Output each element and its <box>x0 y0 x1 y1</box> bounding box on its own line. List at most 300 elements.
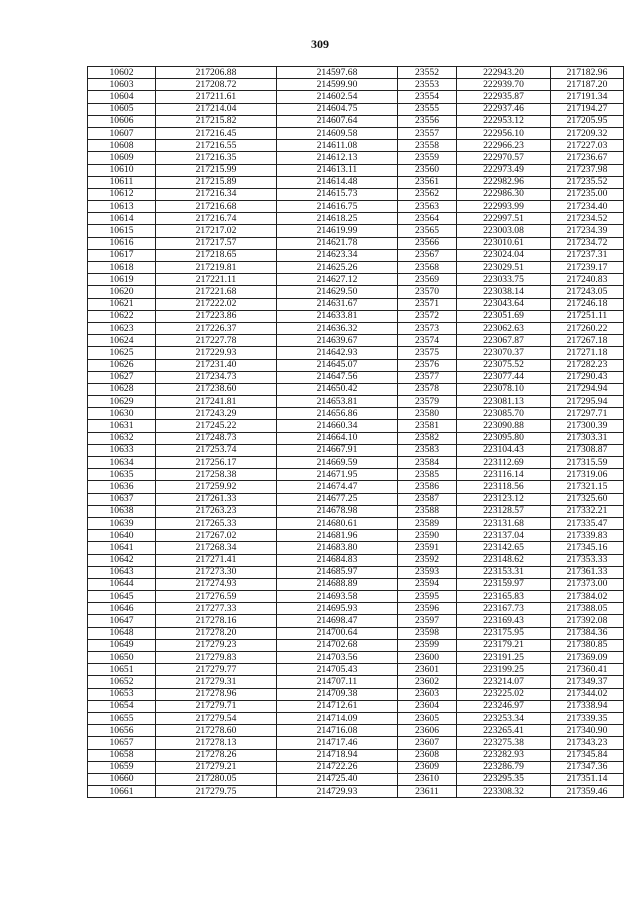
cell-x-coord-a: 217253.74 <box>156 444 277 456</box>
table-row <box>88 213 624 225</box>
cell-point-id-b: 23559 <box>398 152 457 164</box>
cell-y-coord-a: 214609.58 <box>277 127 398 139</box>
cell-point-id-a: 10654 <box>88 700 156 712</box>
cell-x-coord-a: 217278.13 <box>156 737 277 749</box>
cell-x-coord-a: 217278.96 <box>156 688 277 700</box>
table-row <box>88 444 624 456</box>
cell-point-id-b: 23593 <box>398 566 457 578</box>
cell-point-id-a: 10648 <box>88 627 156 639</box>
table-row <box>88 176 624 188</box>
cell-y-coord-b: 217380.85 <box>551 639 624 651</box>
cell-x-coord-b: 223075.52 <box>457 359 551 371</box>
table-row <box>88 201 624 213</box>
cell-y-coord-a: 214671.95 <box>277 469 398 481</box>
cell-y-coord-b: 217339.83 <box>551 530 624 542</box>
cell-point-id-b: 23586 <box>398 481 457 493</box>
cell-x-coord-a: 217279.31 <box>156 676 277 688</box>
cell-y-coord-b: 217239.17 <box>551 262 624 274</box>
cell-x-coord-a: 217243.29 <box>156 408 277 420</box>
cell-y-coord-a: 214714.09 <box>277 712 398 724</box>
cell-x-coord-a: 217216.34 <box>156 188 277 200</box>
cell-point-id-a: 10620 <box>88 286 156 298</box>
cell-point-id-b: 23574 <box>398 335 457 347</box>
cell-y-coord-a: 214621.78 <box>277 237 398 249</box>
cell-point-id-a: 10602 <box>88 67 156 79</box>
cell-x-coord-a: 217216.55 <box>156 140 277 152</box>
cell-y-coord-b: 217300.39 <box>551 420 624 432</box>
cell-point-id-b: 23583 <box>398 444 457 456</box>
cell-x-coord-b: 223104.43 <box>457 444 551 456</box>
cell-point-id-b: 23555 <box>398 103 457 115</box>
cell-x-coord-b: 223153.31 <box>457 566 551 578</box>
table-row <box>88 517 624 529</box>
cell-point-id-a: 10621 <box>88 298 156 310</box>
cell-point-id-a: 10618 <box>88 262 156 274</box>
cell-x-coord-a: 217279.21 <box>156 761 277 773</box>
cell-x-coord-a: 217218.65 <box>156 249 277 261</box>
cell-y-coord-b: 217315.59 <box>551 457 624 469</box>
cell-point-id-b: 23596 <box>398 603 457 615</box>
cell-x-coord-a: 217216.35 <box>156 152 277 164</box>
cell-point-id-b: 23594 <box>398 578 457 590</box>
cell-x-coord-a: 217278.60 <box>156 725 277 737</box>
cell-x-coord-b: 223070.37 <box>457 347 551 359</box>
cell-point-id-a: 10605 <box>88 103 156 115</box>
cell-point-id-b: 23611 <box>398 786 457 798</box>
cell-y-coord-b: 217339.35 <box>551 712 624 724</box>
table-row <box>88 578 624 590</box>
cell-x-coord-b: 222993.99 <box>457 201 551 213</box>
table-row <box>88 688 624 700</box>
cell-x-coord-a: 217221.11 <box>156 274 277 286</box>
cell-y-coord-a: 214667.91 <box>277 444 398 456</box>
cell-y-coord-b: 217290.43 <box>551 371 624 383</box>
table-row <box>88 469 624 481</box>
cell-point-id-a: 10651 <box>88 664 156 676</box>
cell-y-coord-b: 217373.00 <box>551 578 624 590</box>
cell-point-id-a: 10641 <box>88 542 156 554</box>
cell-y-coord-b: 217194.27 <box>551 103 624 115</box>
cell-point-id-b: 23573 <box>398 322 457 334</box>
cell-y-coord-a: 214716.08 <box>277 725 398 737</box>
table-row <box>88 761 624 773</box>
cell-x-coord-b: 223179.21 <box>457 639 551 651</box>
cell-point-id-a: 10645 <box>88 591 156 603</box>
table-row <box>88 225 624 237</box>
cell-point-id-a: 10657 <box>88 737 156 749</box>
cell-x-coord-b: 223062.63 <box>457 322 551 334</box>
cell-y-coord-a: 214604.75 <box>277 103 398 115</box>
cell-y-coord-a: 214678.98 <box>277 505 398 517</box>
table-row <box>88 420 624 432</box>
cell-point-id-b: 23607 <box>398 737 457 749</box>
cell-point-id-a: 10650 <box>88 652 156 664</box>
cell-point-id-a: 10659 <box>88 761 156 773</box>
table-row <box>88 91 624 103</box>
cell-point-id-b: 23584 <box>398 457 457 469</box>
cell-x-coord-a: 217226.37 <box>156 322 277 334</box>
cell-point-id-a: 10636 <box>88 481 156 493</box>
cell-point-id-b: 23575 <box>398 347 457 359</box>
cell-x-coord-a: 217214.04 <box>156 103 277 115</box>
cell-y-coord-b: 217303.31 <box>551 432 624 444</box>
cell-y-coord-b: 217234.72 <box>551 237 624 249</box>
cell-y-coord-b: 217182.96 <box>551 67 624 79</box>
cell-x-coord-a: 217273.30 <box>156 566 277 578</box>
cell-x-coord-a: 217256.17 <box>156 457 277 469</box>
table-row <box>88 457 624 469</box>
cell-point-id-a: 10656 <box>88 725 156 737</box>
cell-point-id-b: 23554 <box>398 91 457 103</box>
cell-point-id-a: 10623 <box>88 322 156 334</box>
cell-point-id-b: 23600 <box>398 652 457 664</box>
cell-y-coord-a: 214683.80 <box>277 542 398 554</box>
cell-y-coord-b: 217345.84 <box>551 749 624 761</box>
coordinates-table-body <box>88 67 624 798</box>
cell-x-coord-b: 222935.87 <box>457 91 551 103</box>
cell-y-coord-a: 214650.42 <box>277 383 398 395</box>
table-row <box>88 310 624 322</box>
table-row <box>88 237 624 249</box>
cell-point-id-a: 10642 <box>88 554 156 566</box>
cell-y-coord-b: 217187.20 <box>551 79 624 91</box>
cell-point-id-a: 10606 <box>88 115 156 127</box>
cell-y-coord-a: 214612.13 <box>277 152 398 164</box>
cell-point-id-b: 23589 <box>398 517 457 529</box>
cell-x-coord-b: 222953.12 <box>457 115 551 127</box>
table-row <box>88 676 624 688</box>
cell-point-id-a: 10653 <box>88 688 156 700</box>
cell-point-id-b: 23588 <box>398 505 457 517</box>
cell-y-coord-b: 217294.94 <box>551 383 624 395</box>
cell-x-coord-b: 223078.10 <box>457 383 551 395</box>
cell-y-coord-b: 217338.94 <box>551 700 624 712</box>
cell-point-id-b: 23579 <box>398 396 457 408</box>
cell-point-id-b: 23595 <box>398 591 457 603</box>
table-row <box>88 700 624 712</box>
table-row <box>88 493 624 505</box>
cell-y-coord-a: 214677.25 <box>277 493 398 505</box>
cell-point-id-b: 23562 <box>398 188 457 200</box>
cell-x-coord-a: 217278.16 <box>156 615 277 627</box>
cell-y-coord-a: 214627.12 <box>277 274 398 286</box>
table-row <box>88 140 624 152</box>
table-row <box>88 566 624 578</box>
cell-x-coord-a: 217216.68 <box>156 201 277 213</box>
cell-y-coord-a: 214717.46 <box>277 737 398 749</box>
table-row <box>88 554 624 566</box>
cell-point-id-b: 23565 <box>398 225 457 237</box>
cell-point-id-b: 23582 <box>398 432 457 444</box>
cell-x-coord-b: 223090.88 <box>457 420 551 432</box>
cell-y-coord-b: 217388.05 <box>551 603 624 615</box>
cell-point-id-b: 23577 <box>398 371 457 383</box>
table-row <box>88 274 624 286</box>
cell-point-id-b: 23553 <box>398 79 457 91</box>
cell-y-coord-b: 217384.02 <box>551 591 624 603</box>
cell-point-id-b: 23556 <box>398 115 457 127</box>
cell-x-coord-a: 217278.20 <box>156 627 277 639</box>
cell-point-id-a: 10652 <box>88 676 156 688</box>
table-row <box>88 127 624 139</box>
table-row <box>88 249 624 261</box>
cell-x-coord-a: 217245.22 <box>156 420 277 432</box>
cell-x-coord-a: 217219.81 <box>156 262 277 274</box>
cell-y-coord-a: 214702.68 <box>277 639 398 651</box>
cell-x-coord-a: 217279.83 <box>156 652 277 664</box>
cell-point-id-b: 23564 <box>398 213 457 225</box>
cell-y-coord-a: 214597.68 <box>277 67 398 79</box>
cell-y-coord-a: 214607.64 <box>277 115 398 127</box>
cell-y-coord-a: 214700.64 <box>277 627 398 639</box>
cell-point-id-a: 10632 <box>88 432 156 444</box>
cell-x-coord-b: 223286.79 <box>457 761 551 773</box>
cell-y-coord-a: 214653.81 <box>277 396 398 408</box>
cell-y-coord-a: 214729.93 <box>277 786 398 798</box>
cell-y-coord-a: 214619.99 <box>277 225 398 237</box>
cell-point-id-b: 23561 <box>398 176 457 188</box>
cell-x-coord-b: 223118.56 <box>457 481 551 493</box>
cell-point-id-b: 23567 <box>398 249 457 261</box>
cell-y-coord-a: 214698.47 <box>277 615 398 627</box>
table-row <box>88 115 624 127</box>
cell-x-coord-a: 217276.59 <box>156 591 277 603</box>
cell-x-coord-b: 222943.20 <box>457 67 551 79</box>
cell-point-id-a: 10661 <box>88 786 156 798</box>
cell-x-coord-b: 223010.61 <box>457 237 551 249</box>
cell-point-id-b: 23552 <box>398 67 457 79</box>
cell-x-coord-b: 223137.04 <box>457 530 551 542</box>
cell-y-coord-a: 214664.10 <box>277 432 398 444</box>
cell-x-coord-b: 223067.87 <box>457 335 551 347</box>
table-row <box>88 542 624 554</box>
cell-y-coord-a: 214613.11 <box>277 164 398 176</box>
table-row <box>88 712 624 724</box>
cell-x-coord-a: 217279.71 <box>156 700 277 712</box>
cell-x-coord-b: 223191.25 <box>457 652 551 664</box>
cell-x-coord-a: 217217.57 <box>156 237 277 249</box>
cell-y-coord-a: 214599.90 <box>277 79 398 91</box>
table-row <box>88 335 624 347</box>
cell-x-coord-a: 217238.60 <box>156 383 277 395</box>
cell-point-id-b: 23598 <box>398 627 457 639</box>
cell-y-coord-a: 214695.93 <box>277 603 398 615</box>
cell-point-id-a: 10608 <box>88 140 156 152</box>
cell-point-id-b: 23587 <box>398 493 457 505</box>
cell-y-coord-b: 217235.52 <box>551 176 624 188</box>
cell-x-coord-a: 217215.89 <box>156 176 277 188</box>
cell-y-coord-b: 217243.05 <box>551 286 624 298</box>
cell-point-id-b: 23604 <box>398 700 457 712</box>
cell-x-coord-a: 217216.45 <box>156 127 277 139</box>
table-row <box>88 359 624 371</box>
cell-x-coord-b: 223095.80 <box>457 432 551 444</box>
cell-x-coord-b: 223033.75 <box>457 274 551 286</box>
cell-point-id-a: 10637 <box>88 493 156 505</box>
table-row <box>88 432 624 444</box>
cell-point-id-b: 23603 <box>398 688 457 700</box>
cell-y-coord-a: 214685.97 <box>277 566 398 578</box>
cell-point-id-a: 10616 <box>88 237 156 249</box>
cell-y-coord-a: 214611.08 <box>277 140 398 152</box>
cell-y-coord-a: 214693.58 <box>277 591 398 603</box>
table-row <box>88 383 624 395</box>
cell-y-coord-a: 214631.67 <box>277 298 398 310</box>
cell-x-coord-a: 217206.88 <box>156 67 277 79</box>
cell-y-coord-a: 214656.86 <box>277 408 398 420</box>
cell-point-id-a: 10617 <box>88 249 156 261</box>
table-row <box>88 262 624 274</box>
cell-y-coord-b: 217343.23 <box>551 737 624 749</box>
cell-x-coord-a: 217271.41 <box>156 554 277 566</box>
cell-y-coord-a: 214633.81 <box>277 310 398 322</box>
cell-point-id-a: 10640 <box>88 530 156 542</box>
cell-y-coord-b: 217344.02 <box>551 688 624 700</box>
cell-y-coord-a: 214709.38 <box>277 688 398 700</box>
cell-y-coord-b: 217384.36 <box>551 627 624 639</box>
cell-x-coord-b: 222997.51 <box>457 213 551 225</box>
table-row <box>88 530 624 542</box>
cell-x-coord-a: 217278.26 <box>156 749 277 761</box>
table-row <box>88 152 624 164</box>
cell-y-coord-b: 217237.98 <box>551 164 624 176</box>
cell-x-coord-a: 217208.72 <box>156 79 277 91</box>
cell-point-id-a: 10629 <box>88 396 156 408</box>
cell-point-id-b: 23563 <box>398 201 457 213</box>
cell-x-coord-b: 223165.83 <box>457 591 551 603</box>
cell-y-coord-b: 217347.36 <box>551 761 624 773</box>
cell-point-id-a: 10603 <box>88 79 156 91</box>
cell-x-coord-b: 223169.43 <box>457 615 551 627</box>
cell-y-coord-a: 214629.50 <box>277 286 398 298</box>
cell-point-id-a: 10615 <box>88 225 156 237</box>
cell-x-coord-b: 223265.41 <box>457 725 551 737</box>
cell-point-id-a: 10613 <box>88 201 156 213</box>
cell-x-coord-b: 223081.13 <box>457 396 551 408</box>
cell-x-coord-b: 223029.51 <box>457 262 551 274</box>
cell-point-id-b: 23560 <box>398 164 457 176</box>
cell-point-id-b: 23605 <box>398 712 457 724</box>
cell-y-coord-a: 214647.56 <box>277 371 398 383</box>
cell-point-id-a: 10660 <box>88 773 156 785</box>
cell-x-coord-b: 223246.97 <box>457 700 551 712</box>
cell-y-coord-b: 217345.16 <box>551 542 624 554</box>
cell-x-coord-a: 217268.34 <box>156 542 277 554</box>
cell-x-coord-a: 217229.93 <box>156 347 277 359</box>
table-row <box>88 615 624 627</box>
cell-y-coord-b: 217260.22 <box>551 322 624 334</box>
table-row <box>88 322 624 334</box>
table-row <box>88 591 624 603</box>
cell-point-id-b: 23591 <box>398 542 457 554</box>
cell-y-coord-a: 214688.89 <box>277 578 398 590</box>
cell-x-coord-b: 223043.64 <box>457 298 551 310</box>
cell-x-coord-a: 217241.81 <box>156 396 277 408</box>
cell-y-coord-b: 217235.00 <box>551 188 624 200</box>
table-row <box>88 505 624 517</box>
cell-x-coord-b: 223148.62 <box>457 554 551 566</box>
table-row <box>88 664 624 676</box>
cell-y-coord-a: 214712.61 <box>277 700 398 712</box>
table-row <box>88 481 624 493</box>
cell-y-coord-b: 217351.14 <box>551 773 624 785</box>
cell-x-coord-a: 217215.99 <box>156 164 277 176</box>
cell-x-coord-a: 217263.23 <box>156 505 277 517</box>
cell-x-coord-b: 223003.08 <box>457 225 551 237</box>
cell-y-coord-a: 214680.61 <box>277 517 398 529</box>
cell-x-coord-a: 217215.82 <box>156 115 277 127</box>
cell-x-coord-a: 217234.73 <box>156 371 277 383</box>
cell-point-id-a: 10634 <box>88 457 156 469</box>
cell-point-id-b: 23581 <box>398 420 457 432</box>
cell-x-coord-b: 223116.14 <box>457 469 551 481</box>
cell-y-coord-b: 217353.33 <box>551 554 624 566</box>
cell-x-coord-b: 223295.35 <box>457 773 551 785</box>
cell-x-coord-a: 217231.40 <box>156 359 277 371</box>
cell-point-id-a: 10646 <box>88 603 156 615</box>
cell-y-coord-b: 217267.18 <box>551 335 624 347</box>
cell-x-coord-b: 223214.07 <box>457 676 551 688</box>
cell-y-coord-b: 217332.21 <box>551 505 624 517</box>
cell-y-coord-a: 214636.32 <box>277 322 398 334</box>
cell-point-id-a: 10622 <box>88 310 156 322</box>
cell-point-id-a: 10619 <box>88 274 156 286</box>
cell-point-id-b: 23610 <box>398 773 457 785</box>
cell-x-coord-b: 223159.97 <box>457 578 551 590</box>
cell-x-coord-b: 223275.38 <box>457 737 551 749</box>
table-row <box>88 103 624 115</box>
cell-y-coord-a: 214674.47 <box>277 481 398 493</box>
cell-y-coord-b: 217205.95 <box>551 115 624 127</box>
cell-point-id-a: 10649 <box>88 639 156 651</box>
cell-point-id-a: 10638 <box>88 505 156 517</box>
cell-x-coord-b: 223024.04 <box>457 249 551 261</box>
cell-y-coord-a: 214614.48 <box>277 176 398 188</box>
cell-y-coord-a: 214669.59 <box>277 457 398 469</box>
table-row <box>88 639 624 651</box>
cell-point-id-a: 10612 <box>88 188 156 200</box>
cell-y-coord-a: 214722.26 <box>277 761 398 773</box>
cell-y-coord-b: 217295.94 <box>551 396 624 408</box>
table-row <box>88 627 624 639</box>
cell-point-id-a: 10630 <box>88 408 156 420</box>
cell-point-id-a: 10647 <box>88 615 156 627</box>
table-row <box>88 298 624 310</box>
cell-x-coord-b: 222982.96 <box>457 176 551 188</box>
cell-point-id-a: 10628 <box>88 383 156 395</box>
cell-point-id-a: 10607 <box>88 127 156 139</box>
cell-point-id-b: 23602 <box>398 676 457 688</box>
cell-x-coord-b: 222956.10 <box>457 127 551 139</box>
cell-y-coord-a: 214725.40 <box>277 773 398 785</box>
cell-y-coord-a: 214616.75 <box>277 201 398 213</box>
cell-x-coord-a: 217279.23 <box>156 639 277 651</box>
cell-x-coord-b: 223225.02 <box>457 688 551 700</box>
cell-point-id-a: 10610 <box>88 164 156 176</box>
cell-x-coord-b: 223123.12 <box>457 493 551 505</box>
cell-point-id-a: 10625 <box>88 347 156 359</box>
cell-x-coord-a: 217279.77 <box>156 664 277 676</box>
cell-y-coord-b: 217360.41 <box>551 664 624 676</box>
cell-x-coord-b: 223085.70 <box>457 408 551 420</box>
cell-y-coord-a: 214718.94 <box>277 749 398 761</box>
table-row <box>88 737 624 749</box>
cell-point-id-a: 10639 <box>88 517 156 529</box>
cell-y-coord-b: 217340.90 <box>551 725 624 737</box>
cell-y-coord-b: 217349.37 <box>551 676 624 688</box>
cell-x-coord-a: 217216.74 <box>156 213 277 225</box>
table-row <box>88 773 624 785</box>
